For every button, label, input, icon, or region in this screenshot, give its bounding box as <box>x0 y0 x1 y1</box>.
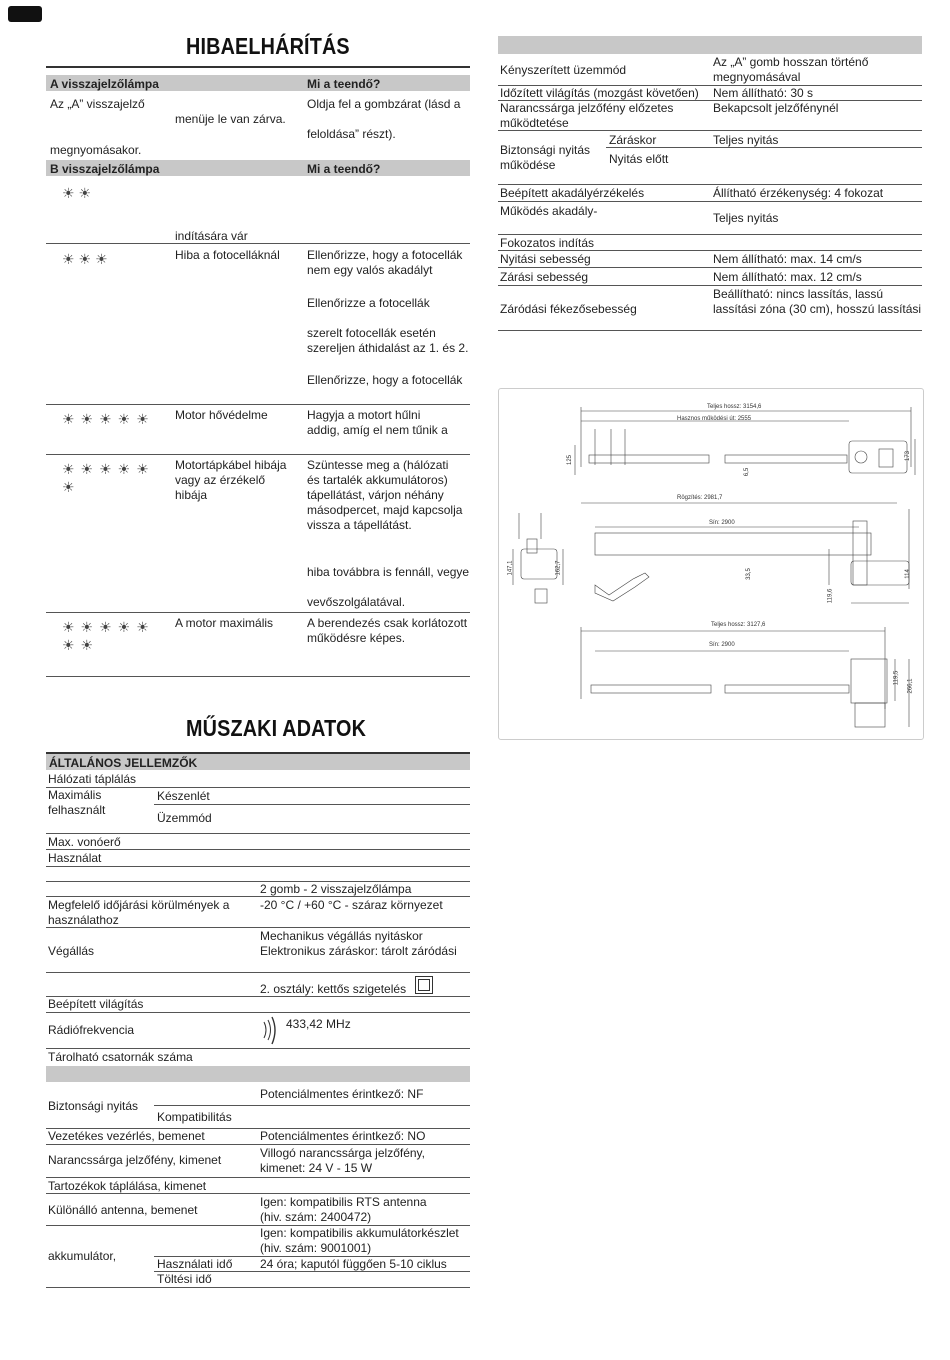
spec-label: Töltési idő <box>157 1272 212 1286</box>
spec-value: megnyomásával <box>713 70 801 84</box>
spec-label: használathoz <box>48 913 119 927</box>
spec-value: -20 °C / +60 °C - száraz környezet <box>260 898 443 912</box>
spec-value: 2. osztály: kettős szigetelés <box>260 982 407 996</box>
dim-label: 114 <box>904 569 911 579</box>
cell: Hagyja a motort hűlni <box>307 408 421 422</box>
cell: Hiba a fotocelláknál <box>175 248 280 262</box>
dim-label: 119,5 <box>893 670 900 686</box>
blink-icon: ☀☀☀☀☀☀☀ <box>62 619 155 653</box>
spec-label: Tartozékok táplálása, kimenet <box>48 1179 207 1193</box>
spec-label: Használat <box>48 851 102 865</box>
blink-icon: ☀☀☀☀☀☀ <box>62 461 155 495</box>
spec-value: Nem állítható: max. 12 cm/s <box>713 270 862 284</box>
dim-label: Rögzítés: 2981,7 <box>677 495 723 501</box>
dim-label: 119,6 <box>827 588 834 604</box>
cell: tápellátást, várjon néhány <box>307 488 444 502</box>
spec-value: (hiv. szám: 9001001) <box>260 1241 372 1255</box>
spec-label: Működés akadály- <box>500 204 598 218</box>
spec-value: lassítási zóna (30 cm), hosszú lassítási <box>713 302 922 316</box>
dim-label: Hasznos működési út: 2555 <box>677 416 752 422</box>
spec-value: Elektronikus záráskor: tárolt záródási <box>260 944 457 958</box>
spec-label: Időzített világítás (mozgást követően) <box>500 86 699 100</box>
spec-label: Kényszerített üzemmód <box>500 63 627 77</box>
cell: megnyomásakor. <box>50 143 142 157</box>
dim-label: Sín: 2900 <box>709 520 735 526</box>
col-header: B visszajelzőlámpa <box>50 162 160 176</box>
spec-label: Üzemmód <box>157 811 212 825</box>
spec-label: Záráskor <box>609 133 657 147</box>
spec-label: felhasznált <box>48 803 106 817</box>
dim-label: 6,5 <box>744 467 751 477</box>
cell: Oldja fel a gombzárat (lásd a <box>307 97 461 111</box>
dim-label: Teljes hossz: 3154,6 <box>707 404 762 410</box>
dim-label: 33,5 <box>745 568 752 580</box>
table-b-header <box>46 160 470 176</box>
cell: nem egy valós akadályt <box>307 263 433 277</box>
spec-label: Rádiófrekvencia <box>48 1023 135 1037</box>
spec-label: Biztonsági nyitás <box>48 1099 139 1113</box>
spec-value: Bekapcsolt jelzőfénynél <box>713 101 839 115</box>
cell: Motor hővédelme <box>175 408 268 422</box>
specs-title: MŰSZAKI ADATOK <box>186 715 367 741</box>
dimension-drawing <box>498 388 924 740</box>
cell: menüje le van zárva. <box>175 112 286 126</box>
cell: Szüntesse meg a (hálózati <box>307 458 449 472</box>
spec-label: Vezetékes vezérlés, bemenet <box>48 1129 205 1143</box>
spec-value: Igen: kompatibilis RTS antenna <box>260 1195 427 1209</box>
cell: hibája <box>175 488 208 502</box>
cell: vagy az érzékelő <box>175 473 266 487</box>
cell: indítására vár <box>175 229 248 243</box>
spec-value: Beállítható: nincs lassítás, lassú <box>713 287 884 301</box>
blink-icon: ☀☀☀ <box>62 251 112 267</box>
cell: Ellenőrizze a fotocellák <box>307 296 430 310</box>
spec-value: Villogó narancssárga jelzőfény, <box>260 1146 425 1160</box>
spec-value: Igen: kompatibilis akkumulátorkészlet <box>260 1226 459 1240</box>
spec-value: Potenciálmentes érintkező: NO <box>260 1129 426 1143</box>
cell: Ellenőrizze, hogy a fotocellák <box>307 248 463 262</box>
spec-label: Biztonsági nyitás <box>500 143 591 157</box>
spec-label: Narancssárga jelzőfény előzetes <box>500 101 674 115</box>
general-header <box>46 754 470 770</box>
dim-label: 125 <box>567 454 574 466</box>
cell: hiba továbbra is fennáll, vegye <box>307 565 470 579</box>
spec-label: Megfelelő időjárási körülmények a <box>48 898 230 912</box>
spec-label: akkumulátor, <box>48 1249 117 1263</box>
dim-label: 173 <box>905 450 912 462</box>
spec-value: 433,42 MHz <box>286 1017 351 1031</box>
radio-wave-icon <box>260 1016 280 1046</box>
cell: szerelt fotocellák esetén <box>307 326 436 340</box>
spec-label: Maximális <box>48 788 102 802</box>
spec-value: Teljes nyitás <box>713 211 779 225</box>
table-a-header <box>46 75 470 91</box>
cell: vevőszolgálatával. <box>307 595 406 609</box>
spec-value: Állítható érzékenység: 4 fokozat <box>713 186 884 200</box>
blink-icon: ☀☀ <box>62 185 96 201</box>
spec-label: Záródási fékezősebesség <box>500 302 637 316</box>
spec-label: Beépített akadályérzékelés <box>500 186 645 200</box>
spec-label: Zárási sebesség <box>500 270 589 284</box>
blink-icon: ☀☀☀☀☀ <box>62 411 155 427</box>
col-header: Mi a teendő? <box>307 77 381 91</box>
cell: A berendezés csak korlátozott <box>307 616 468 630</box>
spec-label: Különálló antenna, bemenet <box>48 1203 198 1217</box>
cell: Motortápkábel hibája <box>175 458 287 472</box>
spec-label: Narancssárga jelzőfény, kimenet <box>48 1153 222 1167</box>
section-header-bar <box>46 1066 470 1082</box>
col-header: Mi a teendő? <box>307 162 381 176</box>
spec-label: Tárolható csatornák száma <box>48 1050 193 1064</box>
spec-label: működtetése <box>500 116 569 130</box>
spec-value: (hiv. szám: 2400472) <box>260 1210 372 1224</box>
spec-label: Használati idő <box>157 1257 233 1271</box>
rule <box>46 66 470 68</box>
spec-value: 24 óra; kaputól függően 5-10 ciklus <box>260 1257 447 1271</box>
cell: Az „A” visszajelző <box>50 97 145 111</box>
cell: vissza a tápellátást. <box>307 518 412 532</box>
spec-label: Készenlét <box>157 789 210 803</box>
cell: A motor maximális <box>175 616 274 630</box>
spec-label: Max. vonóerő <box>48 835 121 849</box>
spec-label: Végállás <box>48 944 95 958</box>
cell: feloldása” részt). <box>307 127 396 141</box>
spec-label: Nyitási sebesség <box>500 252 591 266</box>
right-table-header <box>498 36 922 54</box>
spec-label: Kompatibilitás <box>157 1110 232 1124</box>
spec-value: Mechanikus végállás nyitáskor <box>260 929 423 943</box>
spec-label: Beépített világítás <box>48 997 144 1011</box>
spec-label: Hálózati táplálás <box>48 772 137 786</box>
spec-value: Nem állítható: 30 s <box>713 86 814 100</box>
troubleshooting-title: HIBAELHÁRÍTÁS <box>186 33 350 59</box>
page-tab-marker <box>8 6 42 22</box>
spec-label: Fokozatos indítás <box>500 236 595 250</box>
dim-label: 162,7 <box>555 560 562 576</box>
cell: és tartalék akkumulátoros) <box>307 473 448 487</box>
spec-value: kimenet: 24 V - 15 W <box>260 1161 373 1175</box>
spec-value: 2 gomb - 2 visszajelzőlámpa <box>260 882 412 896</box>
dim-label: Sín: 2900 <box>709 642 735 648</box>
dim-label: 147,1 <box>507 560 514 576</box>
cell: szereljen áthidalást az 1. és 2. <box>307 341 469 355</box>
cell: Ellenőrizze, hogy a fotocellák <box>307 373 463 387</box>
cell: másodpercet, majd kapcsolja <box>307 503 463 517</box>
spec-value: Potenciálmentes érintkező: NF <box>260 1087 424 1101</box>
cell: működésre képes. <box>307 631 406 645</box>
technical-drawing <box>499 389 923 739</box>
spec-value: Az „A” gomb hosszan történő <box>713 55 869 69</box>
cell: addig, amíg el nem tűnik a <box>307 423 448 437</box>
spec-label: Nyitás előtt <box>609 152 669 166</box>
dim-label: Teljes hossz: 3127,6 <box>711 622 766 628</box>
spec-value: Nem állítható: max. 14 cm/s <box>713 252 862 266</box>
col-header: A visszajelzőlámpa <box>50 77 159 91</box>
spec-label: működése <box>500 158 556 172</box>
spec-value: Teljes nyitás <box>713 133 779 147</box>
double-insulation-icon <box>415 976 433 994</box>
dim-label: 266,1 <box>907 678 914 694</box>
section-header: ÁLTALÁNOS JELLEMZŐK <box>49 756 198 770</box>
